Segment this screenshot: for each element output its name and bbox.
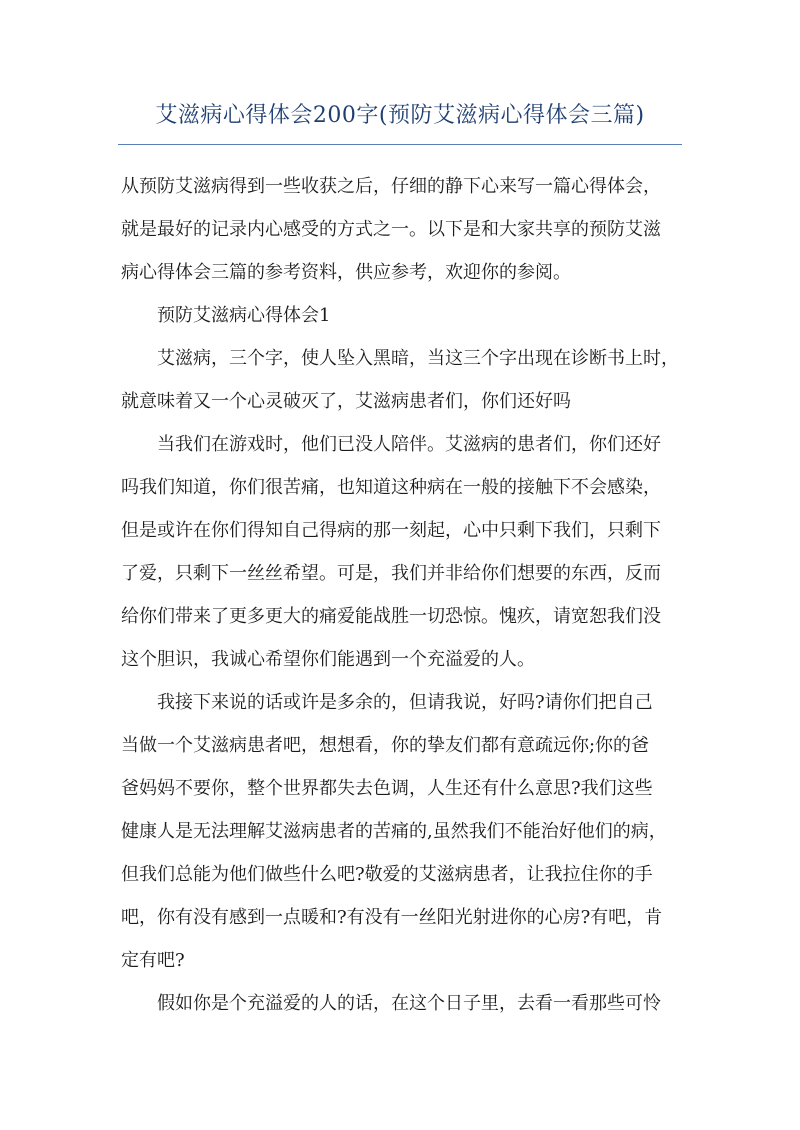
paragraph xyxy=(121,165,683,294)
title-divider xyxy=(118,144,682,145)
text-line: 吗我们知道，你们很苦痛，也知道这种病在一般的接触下不会感染， xyxy=(121,477,661,498)
document-body xyxy=(121,165,683,1025)
text-line: 从预防艾滋病得到一些收获之后，仔细的静下心来写一篇心得体会， xyxy=(121,176,661,197)
text-line: 假如你是个充溢爱的人的话，在这个日子里，去看一看那些可怜 xyxy=(157,993,661,1014)
paragraph xyxy=(121,337,683,423)
text-line: 但是或许在你们得知自己得病的那一刻起，心中只剩下我们，只剩下 xyxy=(121,520,661,541)
text-line: 给你们带来了更多更大的痛爱能战胜一切恐惊。愧疚，请宽恕我们没 xyxy=(121,606,661,627)
text-line: 艾滋病，三个字，使人坠入黑暗，当这三个字出现在诊断书上时， xyxy=(157,348,679,369)
text-line: 了爱，只剩下一丝丝希望。可是，我们并非给你们想要的东西，反而 xyxy=(121,563,661,584)
text-line: 预防艾滋病心得体会1 xyxy=(157,305,331,326)
text-line: 爸妈妈不要你，整个世界都失去色调，人生还有什么意思?我们这些 xyxy=(121,778,653,799)
text-line: 就意味着又一个心灵破灭了，艾滋病患者们，你们还好吗 xyxy=(121,391,571,412)
document-title: 艾滋病心得体会200字(预防艾滋病心得体会三篇) xyxy=(155,103,645,128)
text-line: 就是最好的记录内心感受的方式之一。以下是和大家共享的预防艾滋 xyxy=(121,219,661,240)
text-line: 我接下来说的话或许是多余的，但请我说，好吗?请你们把自己 xyxy=(157,692,653,713)
paragraph xyxy=(121,294,683,337)
text-line: 定有吧? xyxy=(121,950,185,971)
text-line: 但我们总能为他们做些什么吧?敬爱的艾滋病患者，让我拉住你的手 xyxy=(121,864,653,885)
text-line: 吧，你有没有感到一点暖和?有没有一丝阳光射进你的心房?有吧，肯 xyxy=(121,907,663,928)
text-line: 当我们在游戏时，他们已没人陪伴。艾滋病的患者们，你们还好 xyxy=(157,434,661,455)
paragraph xyxy=(121,423,683,681)
text-line: 当做一个艾滋病患者吧，想想看，你的挚友们都有意疏远你;你的爸 xyxy=(121,735,650,756)
text-line: 健康人是无法理解艾滋病患者的苦痛的,虽然我们不能治好他们的病， xyxy=(121,821,667,842)
paragraph xyxy=(121,982,683,1025)
paragraph xyxy=(121,681,683,982)
text-line: 病心得体会三篇的参考资料，供应参考，欢迎你的参阅。 xyxy=(121,262,571,283)
text-line: 这个胆识，我诚心希望你们能遇到一个充溢爱的人。 xyxy=(121,649,535,670)
